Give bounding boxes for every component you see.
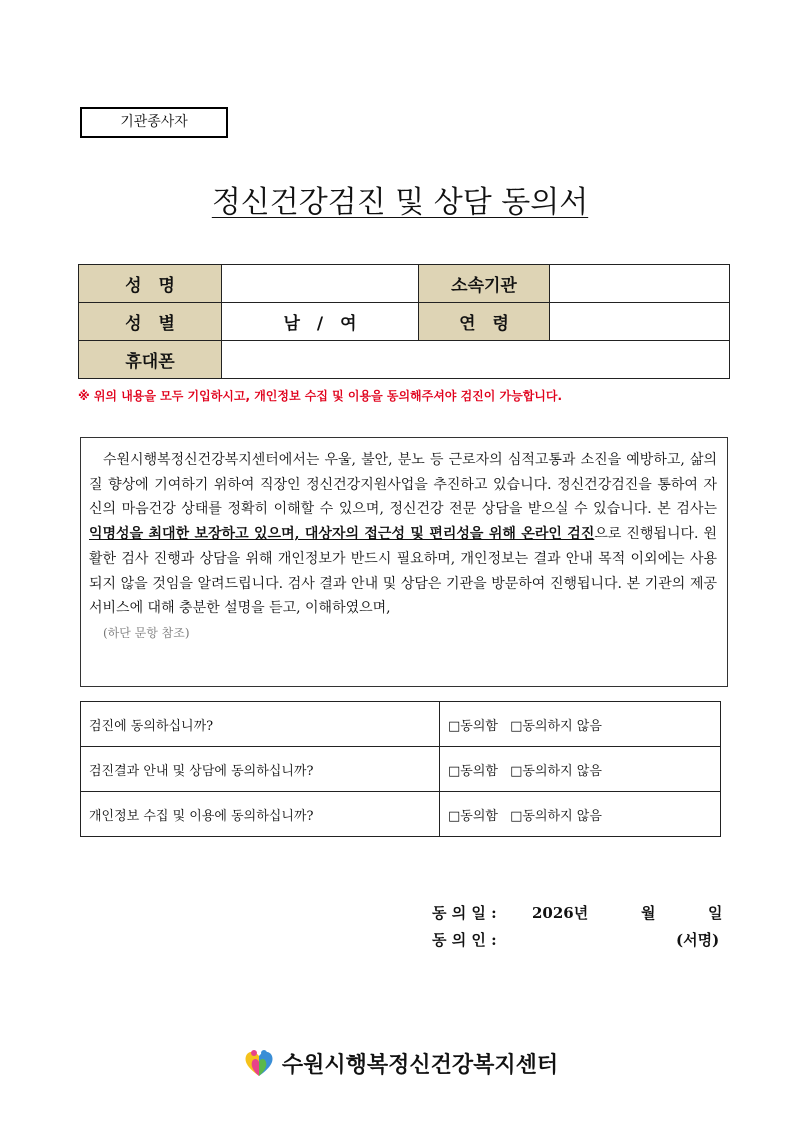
name-field[interactable]: [222, 265, 419, 303]
consent-question: 검진에 동의하십니까?: [81, 702, 440, 747]
consent-table: [80, 701, 721, 837]
required-notice: ※ 위의 내용을 모두 기입하시고, 개인정보 수집 및 이용을 동의해주셔야 검진이 가능합니다.: [78, 389, 563, 403]
consent-options: [440, 747, 721, 792]
consent-day[interactable]: 일: [708, 904, 723, 922]
disagree-checkbox[interactable]: □동의하지 않음: [510, 718, 602, 734]
age-label: 연 령: [419, 303, 550, 341]
disagree-checkbox[interactable]: □동의하지 않음: [510, 763, 602, 779]
consent-year[interactable]: 2026년: [532, 904, 589, 922]
document-title: 정신건강검진 및 상담 동의서: [211, 185, 589, 220]
consent-row-exam: [81, 702, 721, 747]
affiliation-field[interactable]: [550, 265, 730, 303]
organization-name: 수원시행복정신건강복지센터: [281, 1052, 559, 1078]
agree-checkbox[interactable]: □동의함: [448, 718, 498, 734]
agree-checkbox[interactable]: □동의함: [448, 763, 498, 779]
gender-label: 성 별: [79, 303, 222, 341]
personal-info-table: [78, 264, 730, 379]
gender-field[interactable]: 남 / 여: [222, 303, 419, 341]
phone-label: 휴대폰: [79, 341, 222, 379]
phone-field[interactable]: [222, 341, 730, 379]
age-field[interactable]: [550, 303, 730, 341]
consent-question: 개인정보 수집 및 이용에 동의하십니까?: [81, 792, 440, 837]
category-label: 기관종사자: [80, 107, 228, 138]
affiliation-label: 소속기관: [419, 265, 550, 303]
disagree-checkbox[interactable]: □동의하지 않음: [510, 808, 602, 824]
name-label: 성 명: [79, 265, 222, 303]
emphasis-text: 익명성을 최대한 보장하고 있으며, 대상자의 접근성 및 편리성을 위해 온라인 검진: [89, 526, 595, 543]
consenter-label: 동 의 인 :: [432, 931, 497, 949]
consent-description: 수원시행복정신건강복지센터에서는 우울, 불안, 분노 등 근로자의 심적고통과 소진을 예방하고, 삶의 질 향상에 기여하기 위하여 직장인 정신건강지원사업을 추진하고 있습니다. 정신건강검진을 통하여 자신의 마음건강 상태를 정확히 이해할 수 있으며, 정신건강 전문 상담을 받으실 수 있습니다. 본 검사는 익명성을 최대한 보장하고 있으며, 대상자의 접근성 및 편리성을 위해 온라인 검진으로 진행됩니다. 원활한 검사 진행과 상담을 위해 개인정보가 반드시 필요하며, 개인정보는 결과 안내 목적 이외에는 사용되지 않을 것임을 알려드립니다. 검사 결과 안내 및 상담은 기관을 방문하여 진행됩니다. 본 기관의 제공서비스에 대해 충분한 설명을 듣고, 이해하였으며, (하단 문항 참조): [89, 448, 717, 646]
consent-options: [440, 792, 721, 837]
heart-people-logo-icon: [242, 1046, 276, 1080]
consent-row-result-counsel: [81, 747, 721, 792]
agree-checkbox[interactable]: □동의함: [448, 808, 498, 824]
footer: [0, 1046, 800, 1080]
reference-note: (하단 문항 참조): [103, 625, 190, 640]
consent-row-privacy: [81, 792, 721, 837]
consent-description-box: [80, 437, 728, 687]
consent-options: [440, 702, 721, 747]
signature-field[interactable]: (서명): [676, 931, 720, 949]
consent-question: 검진결과 안내 및 상담에 동의하십니까?: [81, 747, 440, 792]
consent-date-label: 동 의 일 :: [432, 904, 497, 922]
consent-month[interactable]: 월: [641, 904, 656, 922]
